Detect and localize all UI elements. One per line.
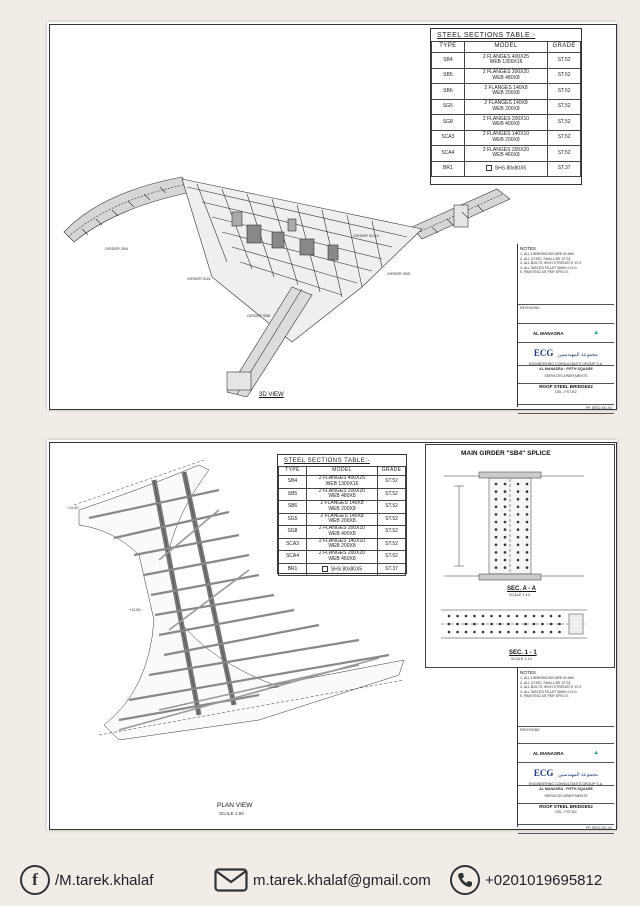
bolt-mark [526, 498, 529, 501]
table-row [279, 538, 406, 551]
cell-model [306, 513, 377, 526]
bolt-mark [524, 631, 527, 634]
model-line-2: WEB 200X8 [492, 90, 520, 97]
bolt-mark [448, 631, 451, 634]
cell-type: SG8 [432, 115, 465, 131]
cell-grade: ST.52 [548, 130, 581, 146]
cell-grade: ST.52 [378, 538, 406, 551]
cell-model [464, 130, 547, 146]
checkbox-icon [486, 165, 492, 171]
bolt-mark [517, 513, 520, 516]
phone-number: +0201019695812 [485, 871, 603, 889]
tree-icon: ▲ [593, 750, 600, 756]
drawing-number: FP-SR02-SD-03 [585, 826, 612, 830]
bolt-mark [495, 551, 498, 554]
bolt-mark [482, 631, 485, 634]
table-row [432, 68, 581, 84]
notes-heading: NOTES [520, 246, 536, 251]
model-line-2: WEB 200X8 [492, 105, 520, 112]
consultant-logo: ECG [533, 348, 554, 358]
model-line-1: 2 FLANGES 140X8 [484, 100, 528, 107]
facebook-icon: f [20, 865, 50, 895]
consultant-logo: ECG [533, 768, 554, 778]
steel-sections-table [277, 454, 407, 574]
bolt-mark [541, 623, 544, 626]
bolt-mark [517, 506, 520, 509]
bolt-mark [499, 615, 502, 618]
cell-grade: ST.52 [378, 476, 406, 489]
bolt-mark [504, 498, 507, 501]
model-line-1: 2 FLANGES 140X10 [318, 537, 366, 544]
cell-type: SB5 [432, 68, 465, 84]
table-row [432, 161, 581, 177]
bolt-mark [495, 559, 498, 562]
model-line-1: 2 FLANGES 200X20 [482, 69, 530, 76]
bolt-mark [558, 615, 561, 618]
bolt-mark [517, 498, 520, 501]
model-line-2: WEB 480X8 [328, 493, 356, 500]
bolt-mark [473, 623, 476, 626]
cell-model [464, 84, 547, 100]
cell-model [306, 526, 377, 539]
bolt-mark [504, 528, 507, 531]
table-row [279, 513, 406, 526]
bolt-mark [517, 528, 520, 531]
bolt-mark [526, 506, 529, 509]
bolt-mark [465, 631, 468, 634]
cell-model [306, 563, 377, 576]
bolt-mark [507, 623, 510, 626]
bolt-mark [507, 631, 510, 634]
model-line-1: 2 FLANGES 140X8 [320, 512, 364, 519]
bolt-mark [495, 566, 498, 569]
model-line-1: 2 FLANGES 200X10 [482, 115, 530, 122]
bolt-mark [504, 544, 507, 547]
facebook-contact[interactable] [20, 862, 153, 898]
table-row [432, 130, 581, 146]
3d-view-label: 3D VIEW [259, 392, 284, 398]
consultant-full: ENGINEERING CONSULTANTS GROUP S.A. [528, 782, 604, 786]
table-row [432, 115, 581, 131]
bolt-mark [526, 544, 529, 547]
checkbox-icon [322, 566, 328, 572]
bolt-mark [550, 631, 553, 634]
bolt-mark [533, 623, 536, 626]
phone-contact[interactable] [450, 862, 602, 898]
bolt-mark [517, 559, 520, 562]
cell-grade: ST.37 [548, 161, 581, 177]
col-header-type: TYPE [279, 467, 307, 476]
section-aa-scale: SCALE 1:10 [509, 593, 530, 597]
project-line1: AL MANASRA : FIFTH SQUARE [539, 787, 593, 791]
splice-section-drawing [439, 604, 589, 644]
bolt-mark [499, 623, 502, 626]
phone-icon [450, 865, 480, 895]
bolt-mark [526, 551, 529, 554]
table-row [279, 526, 406, 539]
model-line-1: 2 FLANGES 200X20 [482, 146, 530, 153]
client-logo: AL MANASRA [532, 330, 564, 336]
cell-model [306, 488, 377, 501]
cell-type: SB5 [279, 488, 307, 501]
bolt-mark [495, 483, 498, 486]
drawing-title: ROOF STEEL BRIDGE02 [539, 804, 593, 809]
cell-grade: ST.52 [548, 84, 581, 100]
bolt-mark [526, 490, 529, 493]
bolt-mark [465, 615, 468, 618]
col-header-type: TYPE [432, 42, 465, 53]
cell-grade: ST.37 [378, 563, 406, 576]
model-line-2: WEB 460X8 [492, 152, 520, 159]
col-header-model: MODEL [306, 467, 377, 476]
model-line-2: WEB 1300X16 [325, 480, 359, 487]
splice-title: MAIN GIRDER "SB4" SPLICE [461, 450, 551, 457]
splice-elevation-drawing [439, 466, 589, 586]
bolt-mark [504, 490, 507, 493]
bolt-mark [504, 521, 507, 524]
table-row [279, 563, 406, 576]
cell-model [464, 115, 547, 131]
cell-grade: ST.52 [378, 551, 406, 564]
model-line-1: 2 FLANGES 200X10 [318, 525, 366, 532]
bolt-mark [473, 615, 476, 618]
bolt-mark [516, 615, 519, 618]
bolt-mark [558, 623, 561, 626]
title-block: NOTES 1. ALL DIMENSIONS ARE IN MM. 2. ALL STEEL SHALL BE ST.52. 3. ALL BOLTS HIGH STRENGTH 10.9 4. ALL WELDS FILLET 6MM U.N.O. 5. PAINTING AS PER SPECS. REVISIONS AL MANASRA ▲ ECG مجموعة المهندسين ENGINEERING CONSULTANTS GROUP S.A. AL MANASRA : FIFTH SQUARE SERVICES APARTMENTS ROOF STEEL BRIDGE02 DEL. FST-B2 FP-SR02-SD-03 [517, 244, 614, 407]
model-line-1: SHS 80x80X5 [330, 566, 363, 573]
model-line-1: SHS 80x80X5 [494, 165, 527, 172]
cell-model [464, 146, 547, 162]
model-line-2: WEB 200X8 [492, 136, 520, 143]
cell-model [464, 161, 547, 177]
bolt-mark [495, 513, 498, 516]
bolt-mark [524, 615, 527, 618]
bolt-mark [533, 631, 536, 634]
bolt-mark [495, 490, 498, 493]
bolt-mark [526, 559, 529, 562]
cell-type: SG5 [432, 99, 465, 115]
bolt-mark [490, 623, 493, 626]
plan-view-scale: SCALE 1:50 [219, 811, 244, 816]
bolt-mark [517, 521, 520, 524]
drawing-line2: DEL. FST-B2 [555, 810, 577, 814]
plan-view-label: PLAN VIEW [217, 802, 253, 809]
mail-icon [214, 868, 248, 892]
cell-grade: ST.52 [548, 115, 581, 131]
model-line-2: WEB 200X8 [328, 543, 356, 550]
bolt-mark [526, 513, 529, 516]
bolt-mark [490, 615, 493, 618]
cell-grade: ST.52 [548, 99, 581, 115]
cell-grade: ST.52 [548, 146, 581, 162]
drawing-sheet-3d-view: GIRDER SB4 GIRDER SG5 GIRDER SB6 GIRDER SCA3 GIRDER SB5 3D VIEW STEEL SECTIONS TABLE:- TYPE MODEL GRADE SB4 2 FLANGES 400X25 WEB 1300X16 ST.52 SB5 2 FLANGES 200X20 WEB 480X8 ST.52 SB6 2 FLANGES 140X8 WEB 200X8 ST.52 SG5 2 FLANGES 140X8 WEB 200X8 ST.52 SG8 2 FLANGES 200X10 WEB 400X8 ST.52 SCA3 2 FLANGES 140X10 WEB 200X8 ST.52 SCA4 2 FLANGES 200X20 WEB 460X8 ST.52 BR1 SHS 80x80X5 ST.37 NOTES 1. ALL DIMENSIONS ARE IN MM. 2. ALL STEEL SHALL BE ST.52. 3. ALL BOLTS HIGH STRENGTH 10.9 4. ALL WELDS FILLET 6MM U.N.O. 5. PAINTING AS PER SPECS. REVISIONS AL MANASRA ▲ ECG مجموعة المهندسين ENGINEERING CONSULTANTS GROUP S.A. AL MANASRA : FIFTH SQUARE SERVICES APARTMENTS ROOF STEEL BRIDGE02 DEL. FST-B2 FP-SR02-SD-03 [47, 22, 617, 410]
cell-model [464, 68, 547, 84]
bolt-mark [517, 536, 520, 539]
cell-type: SCA3 [279, 538, 307, 551]
facebook-handle: /M.tarek.khalaf [55, 871, 154, 889]
model-line-2: WEB 480X8 [492, 74, 520, 81]
bolt-mark [517, 544, 520, 547]
bolt-mark [558, 631, 561, 634]
col-header-grade: GRADE [548, 42, 581, 53]
cell-model [464, 99, 547, 115]
project-line1: AL MANASRA : FIFTH SQUARE [539, 367, 593, 371]
bolt-mark [504, 513, 507, 516]
bolt-mark [550, 623, 553, 626]
drawing-sheet-plan-view: +11.50 +11.50 +11.50 PLAN VIEW SCALE 1:50 STEEL SECTIONS TABLE:- TYPE MODEL GRADE SB4 2 FLANGES 400X25 WEB 1300X16 ST.52 SB5 2 FLANGES 200X20 WEB 480X8 ST.52 SB6 2 FLANGES 140X8 WEB 200X8 ST.52 SG5 2 FLANGES 140X8 WEB 200X8 ST.52 SG8 2 FLANGES 200X10 WEB 400X8 ST.52 SCA3 2 FLANGES 140X10 WEB 200X8 ST.52 SCA4 2 FLANGES 200X20 WEB 460X8 ST.52 BR1 SHS 80x80X5 ST.37 MAIN GIRDER "SB4" SPLICE SEC. A - A SCALE 1:10 SEC. 1 - 1 SCALE 1:10 NOTES 1. ALL DIMENSIONS ARE IN MM. 2. ALL STEEL SHALL BE ST.52. 3. ALL BOLTS HIGH STRENGTH 10.9 4. ALL WELDS FILLET 6MM U.N.O. 5. PAINTING AS PER SPECS. REVISIONS AL MANASRA ▲ ECG مجموعة المهندسين ENGINEERING CONSULTANTS GROUP S.A. AL MANASRA : FIFTH SQUARE SERVICES APARTMENTS ROOF STEEL BRIDGE02 DEL. FST-B2 FP-SR02-SD-03 [47, 440, 617, 830]
consultant-full: ENGINEERING CONSULTANTS GROUP S.A. [528, 362, 604, 366]
section-11-scale: SCALE 1:10 [511, 657, 532, 661]
bolt-mark [495, 506, 498, 509]
bolt-mark [516, 623, 519, 626]
section-aa-title: SEC. A - A [507, 586, 537, 592]
bolt-mark [516, 631, 519, 634]
consultant-arabic: مجموعة المهندسين [557, 772, 599, 778]
cell-model [306, 501, 377, 514]
bolt-mark [504, 551, 507, 554]
bolt-mark [524, 623, 527, 626]
model-line-2: WEB 200X8 [328, 518, 356, 525]
bolt-mark [473, 631, 476, 634]
section-11-title: SEC. 1 - 1 [509, 650, 537, 656]
cell-grade: ST.52 [548, 53, 581, 69]
bolt-mark [495, 528, 498, 531]
tree-icon: ▲ [593, 330, 600, 336]
cell-type: SG8 [279, 526, 307, 539]
bolt-mark [465, 623, 468, 626]
title-block: NOTES 1. ALL DIMENSIONS ARE IN MM. 2. ALL STEEL SHALL BE ST.52. 3. ALL BOLTS HIGH STRENGTH 10.9 4. ALL WELDS FILLET 6MM U.N.O. 5. PAINTING AS PER SPECS. REVISIONS AL MANASRA ▲ ECG مجموعة المهندسين ENGINEERING CONSULTANTS GROUP S.A. AL MANASRA : FIFTH SQUARE SERVICES APARTMENTS ROOF STEEL BRIDGE02 DEL. FST-B2 FP-SR02-SD-03 [517, 668, 614, 827]
bolt-mark [456, 615, 459, 618]
bolt-mark [541, 631, 544, 634]
bolt-mark [499, 631, 502, 634]
col-header-model: MODEL [464, 42, 547, 53]
model-line-1: 2 FLANGES 140X8 [320, 500, 364, 507]
drawing-title: ROOF STEEL BRIDGE02 [539, 384, 593, 389]
cell-type: BR1 [279, 563, 307, 576]
bolt-mark [504, 506, 507, 509]
email-contact[interactable] [214, 862, 431, 898]
model-line-1: 2 FLANGES 200X20 [318, 550, 366, 557]
cell-type: SB4 [432, 53, 465, 69]
bolt-mark [526, 528, 529, 531]
table-row [432, 84, 581, 100]
table-row [432, 99, 581, 115]
cell-type: SG5 [279, 513, 307, 526]
drawing-number: FP-SR02-SD-03 [585, 406, 612, 410]
bolt-mark [448, 615, 451, 618]
model-line-2: WEB 400X8 [328, 530, 356, 537]
table-row [279, 476, 406, 489]
cell-type: SCA3 [432, 130, 465, 146]
bolt-mark [448, 623, 451, 626]
cell-model [306, 551, 377, 564]
bolt-mark [507, 615, 510, 618]
model-line-2: WEB 400X8 [492, 121, 520, 128]
cell-model [306, 538, 377, 551]
model-line-1: 2 FLANGES 140X10 [482, 131, 530, 138]
table-row [279, 488, 406, 501]
email-address: m.tarek.khalaf@gmail.com [253, 871, 431, 889]
table-row [432, 146, 581, 162]
cell-grade: ST.52 [378, 526, 406, 539]
bolt-mark [526, 521, 529, 524]
bolt-mark [495, 498, 498, 501]
project-line2: SERVICES APARTMENTS [544, 793, 588, 798]
bolt-mark [482, 615, 485, 618]
bolt-mark [495, 536, 498, 539]
bolt-mark [517, 490, 520, 493]
table-title: STEEL SECTIONS TABLE:- [437, 32, 536, 39]
consultant-arabic: مجموعة المهندسين [557, 352, 599, 358]
bolt-mark [541, 615, 544, 618]
cell-type: SB6 [279, 501, 307, 514]
bolt-mark [482, 623, 485, 626]
table-row [432, 53, 581, 69]
cell-model [464, 53, 547, 69]
table-row [279, 501, 406, 514]
bolt-mark [504, 559, 507, 562]
bolt-mark [456, 631, 459, 634]
model-line-2: WEB 460X8 [328, 555, 356, 562]
model-line-2: WEB 1300X16 [489, 59, 523, 66]
bolt-mark [526, 536, 529, 539]
bolt-mark [495, 544, 498, 547]
bolt-mark [504, 566, 507, 569]
bolt-mark [517, 566, 520, 569]
bolt-mark [526, 566, 529, 569]
bolt-mark [490, 631, 493, 634]
cell-type: BR1 [432, 161, 465, 177]
table-title: STEEL SECTIONS TABLE:- [284, 458, 370, 464]
cell-grade: ST.52 [378, 488, 406, 501]
bolt-mark [517, 483, 520, 486]
bolt-mark [495, 521, 498, 524]
cell-model [306, 476, 377, 489]
cell-grade: ST.52 [378, 501, 406, 514]
cell-type: SB4 [279, 476, 307, 489]
model-line-2: WEB 200X8 [328, 505, 356, 512]
client-logo: AL MANASRA [532, 750, 564, 756]
bolt-mark [504, 536, 507, 539]
bolt-mark [550, 615, 553, 618]
project-line2: SERVICES APARTMENTS [544, 373, 588, 378]
model-line-1: 2 FLANGES 400X25 [482, 53, 530, 60]
cell-grade: ST.52 [548, 68, 581, 84]
cell-type: SCA4 [279, 551, 307, 564]
drawing-line2: DEL. FST-B2 [555, 390, 577, 394]
bolt-mark [456, 623, 459, 626]
table-row [279, 551, 406, 564]
model-line-1: 2 FLANGES 400X25 [318, 475, 366, 482]
col-header-grade: GRADE [378, 467, 406, 476]
model-line-1: 2 FLANGES 200X20 [318, 487, 366, 494]
cell-grade: ST.52 [378, 513, 406, 526]
bolt-mark [526, 483, 529, 486]
model-line-1: 2 FLANGES 140X8 [484, 84, 528, 91]
bolt-mark [517, 551, 520, 554]
cell-type: SB6 [432, 84, 465, 100]
bolt-mark [533, 615, 536, 618]
cell-type: SCA4 [432, 146, 465, 162]
bolt-mark [504, 483, 507, 486]
steel-sections-table [430, 28, 582, 185]
notes-heading: NOTES [520, 670, 536, 675]
